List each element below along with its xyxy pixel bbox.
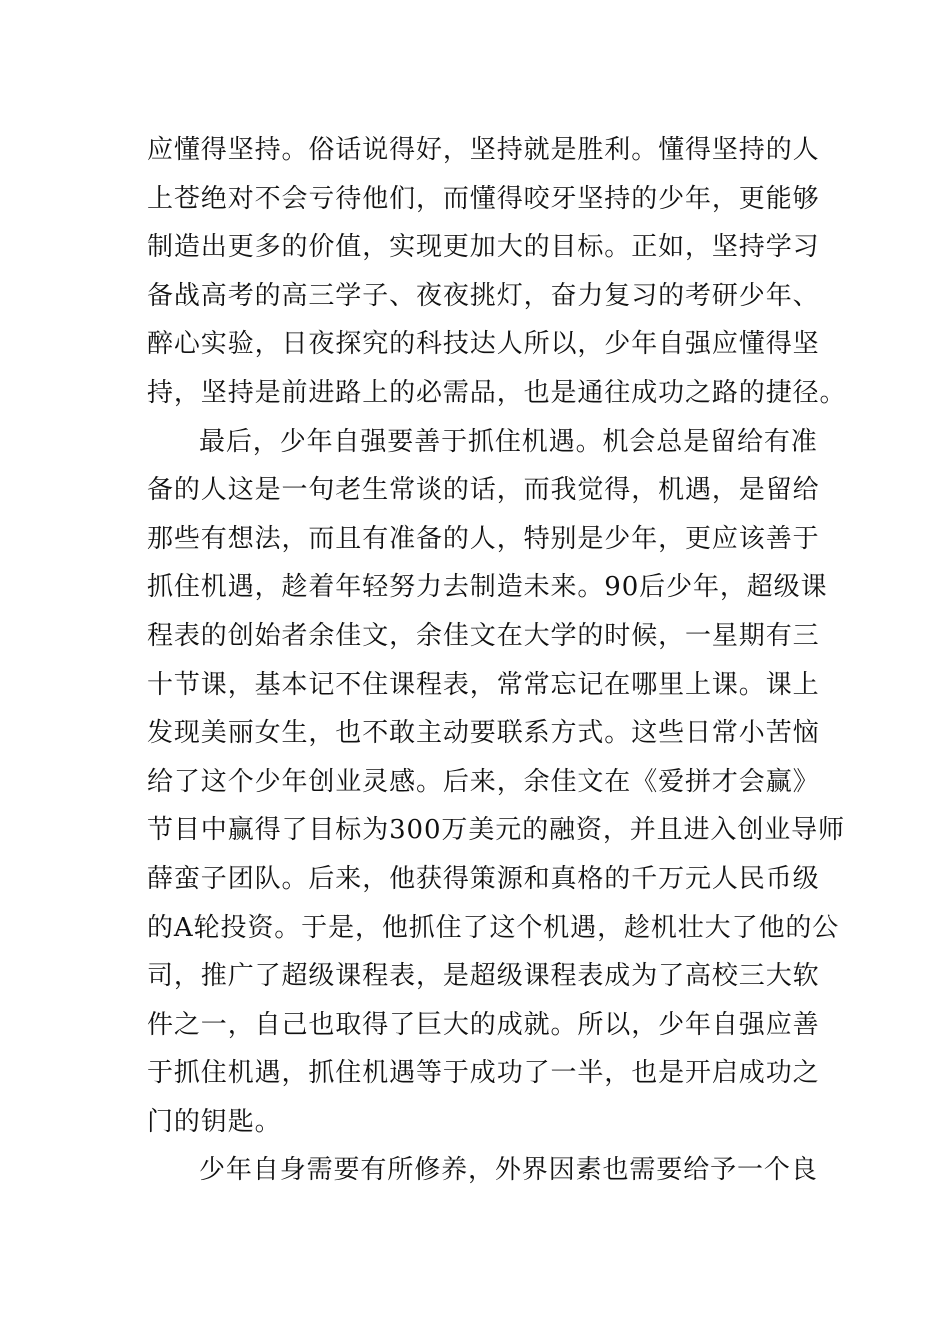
text-line: 抓住机遇，趁着年轻努力去制造未来。90后少年，超级课	[147, 572, 828, 603]
text-line: 那些有想法，而且有准备的人，特别是少年，更应该善于	[147, 523, 820, 554]
text-line: 制造出更多的价值，实现更加大的目标。正如，坚持学习	[147, 232, 820, 263]
text-line: 上苍绝对不会亏待他们，而懂得咬牙坚持的少年，更能够	[147, 183, 820, 214]
text-line: 薛蛮子团队。后来，他获得策源和真格的千万元人民币级	[147, 863, 820, 894]
paragraph-last-line: 门的钥匙。	[147, 1106, 282, 1137]
text-line: 的A轮投资。于是，他抓住了这个机遇，趁机壮大了他的公	[147, 912, 840, 943]
text-line: 程表的创始者余佳文，余佳文在大学的时候，一星期有三	[147, 620, 820, 651]
text-line: 发现美丽女生，也不敢主动要联系方式。这些日常小苦恼	[147, 718, 820, 749]
text-line: 给了这个少年创业灵感。后来，余佳文在《爱拼才会赢》	[147, 766, 820, 797]
body-text	[147, 126, 847, 1195]
text-line: 十节课，基本记不住课程表，常常忘记在哪里上课。课上	[147, 669, 820, 700]
paragraph-first-line: 最后，少年自强要善于抓住机遇。机会总是留给有准	[199, 426, 818, 457]
text-line: 于抓住机遇，抓住机遇等于成功了一半，也是开启成功之	[147, 1058, 820, 1089]
text-line: 司，推广了超级课程表，是超级课程表成为了高校三大软	[147, 961, 820, 992]
text-line: 持，坚持是前进路上的必需品，也是通往成功之路的捷径。	[147, 377, 847, 408]
text-line: 件之一，自己也取得了巨大的成就。所以，少年自强应善	[147, 1009, 820, 1040]
text-line: 醉心实验，日夜探究的科技达人所以，少年自强应懂得坚	[147, 329, 820, 360]
text-line: 备的人这是一句老生常谈的话，而我觉得，机遇，是留给	[147, 475, 820, 506]
text-line: 节目中赢得了目标为300万美元的融资，并且进入创业导师	[147, 815, 845, 846]
text-line: 备战高考的高三学子、夜夜挑灯，奋力复习的考研少年、	[147, 280, 820, 311]
paragraph-first-line: 少年自身需要有所修养，外界因素也需要给予一个良	[199, 1155, 818, 1186]
text-line: 应懂得坚持。俗话说得好，坚持就是胜利。懂得坚持的人	[147, 135, 820, 165]
